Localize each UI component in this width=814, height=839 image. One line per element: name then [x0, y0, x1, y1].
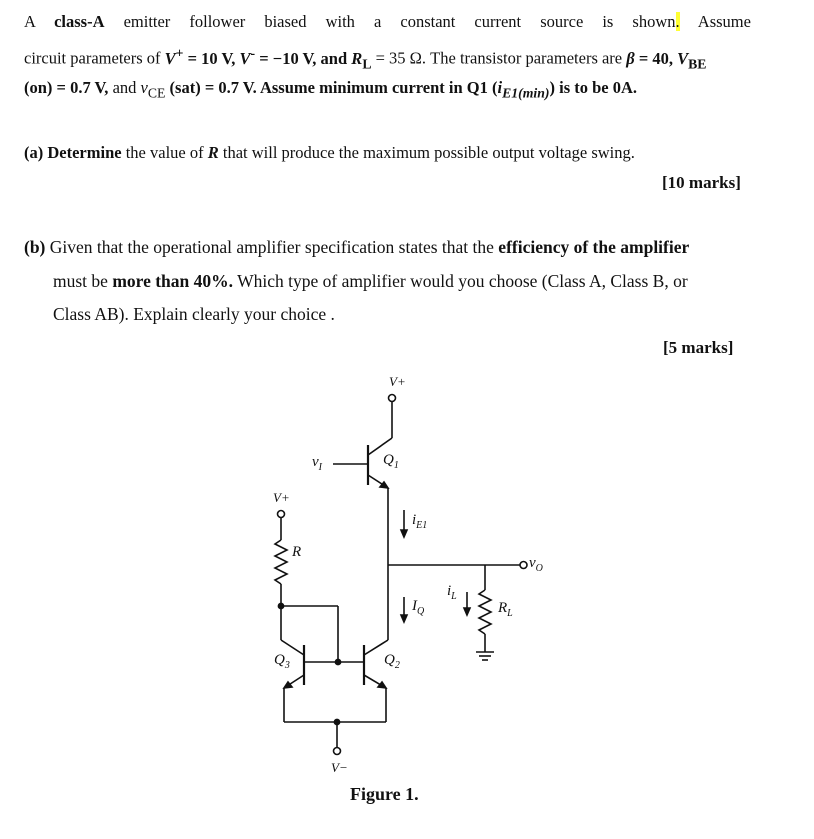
iq-label: $I_Q$ [412, 598, 425, 617]
part-b-line-2: must be more than 40%. Which type of amplifier would you choose (Class A, Class B, or [53, 271, 688, 291]
rl-resistor [476, 565, 494, 660]
part-a-marks: [10 marks] [662, 173, 741, 192]
highlight-mark: . [675, 12, 680, 31]
intro-line-2: circuit parameters of V+ = 10 V, V- = −10 V, and $R_L = 35$ Ω. The transistor parameters are β = 40, $V_{BE}$ [24, 45, 707, 71]
vplus-left-terminal [278, 511, 285, 518]
intro-line-1: A class-A emitter follower biased with a constant current source is shown. Assume [24, 12, 751, 31]
vminus-terminal [334, 748, 341, 755]
r-resistor [275, 518, 287, 640]
vo-terminal [520, 562, 527, 569]
vi-label: $v_I$ [312, 454, 323, 473]
q3-label: $Q_3$ [274, 652, 290, 671]
q2-label: $Q_2$ [384, 652, 400, 671]
ie1-label: $i_{E1}$ [412, 512, 428, 531]
vo-label: $v_O$ [529, 555, 543, 574]
figure-caption: Figure 1. [350, 784, 419, 804]
part-b-marks: [5 marks] [663, 338, 734, 357]
q2-transistor [364, 565, 388, 695]
vplus-top-label: V+ [389, 374, 406, 389]
vminus-label: V− [331, 760, 348, 775]
rl-label: $R_L$ [498, 600, 513, 619]
vplus-left-label: V+ [273, 490, 290, 505]
part-b-line-1: (b) Given that the operational amplifier specification states that the efficiency of the amplifier [24, 237, 690, 257]
part-b-line-3: Class AB). Explain clearly your choice . [53, 304, 335, 324]
intro-line-3: (on) = 0.7 V, and $v_{CE}$ (sat) = 0.7 V. Assume minimum current in Q1 $(i_{E1(min)})$ is to be 0A. [24, 78, 638, 101]
vplus-top-terminal [389, 395, 396, 402]
class-a-term: class-A [54, 12, 105, 31]
r-label: R [292, 544, 302, 560]
part-a-text: (a) Determine the value of R that will produce the maximum possible output voltage swing. [24, 143, 635, 162]
il-label: $i_L$ [447, 583, 457, 602]
q1-label: $Q_1$ [383, 452, 399, 471]
